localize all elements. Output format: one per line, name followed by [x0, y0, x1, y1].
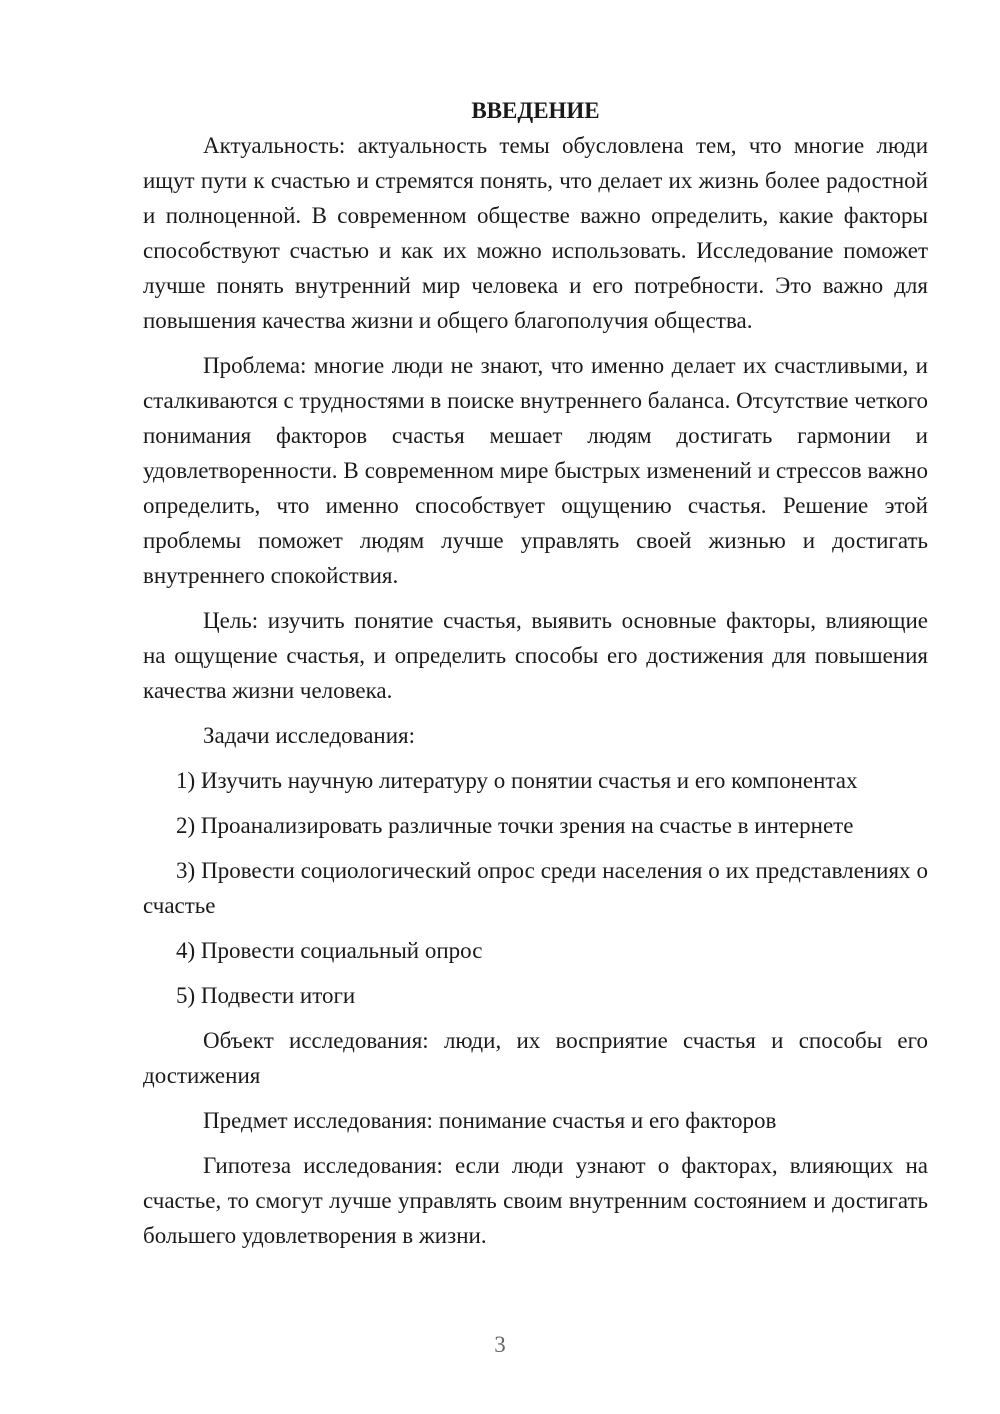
object-paragraph: Объект исследования: люди, их восприятие счастья и способы его достижения: [143, 1028, 928, 1088]
document-page: [143, 93, 928, 1253]
hypothesis-paragraph: Гипотеза исследования: если люди узнают о факторах, влияющих на счастье, то смогут лучше управлять своим внутренним состоянием и достигать большего удовлетворения в жизни.: [143, 1153, 928, 1248]
subject-paragraph: Предмет исследования: понимание счастья и его факторов: [203, 1108, 777, 1133]
relevance-paragraph: Актуальность: актуальность темы обусловлена тем, что многие люди ищут пути к счастью и стремятся понять, что делает их жизнь более радостной и полноценной. В современном обществе важно определить, какие факторы способствуют счастью и как их можно использовать. Исследование поможет лучше понять внутренний мир человека и его потребности. Это важно для повышения качества жизни и общего благополучия общества.: [143, 133, 928, 333]
goal-paragraph: Цель: изучить понятие счастья, выявить основные факторы, влияющие на ощущение счастья, и определить способы его достижения для повышения качества жизни человека.: [143, 608, 928, 703]
task-item: 2) Проанализировать различные точки зрения на счастье в интернете: [176, 813, 854, 838]
task-item: 5) Подвести итоги: [176, 983, 356, 1008]
page-number: 3: [494, 1332, 506, 1357]
problem-paragraph: Проблема: многие люди не знают, что именно делает их счастливыми, и сталкиваются с трудностями в поиске внутреннего баланса. Отсутствие четкого понимания факторов счастья мешает людям достигать гармонии и удовлетворенности. В современном мире быстрых изменений и стрессов важно определить, что именно способствует ощущению счастья. Решение этой проблемы поможет людям лучше управлять своей жизнью и достигать внутреннего спокойствия.: [143, 353, 928, 588]
section-title: ВВЕДЕНИЕ: [471, 98, 600, 123]
task-item: 1) Изучить научную литературу о понятии счастья и его компонентах: [176, 768, 858, 793]
task-item: 3) Провести социологический опрос среди населения о их представлениях о счастье: [143, 858, 928, 918]
tasks-heading: Задачи исследования:: [203, 723, 416, 748]
task-item: 4) Провести социальный опрос: [176, 938, 483, 963]
